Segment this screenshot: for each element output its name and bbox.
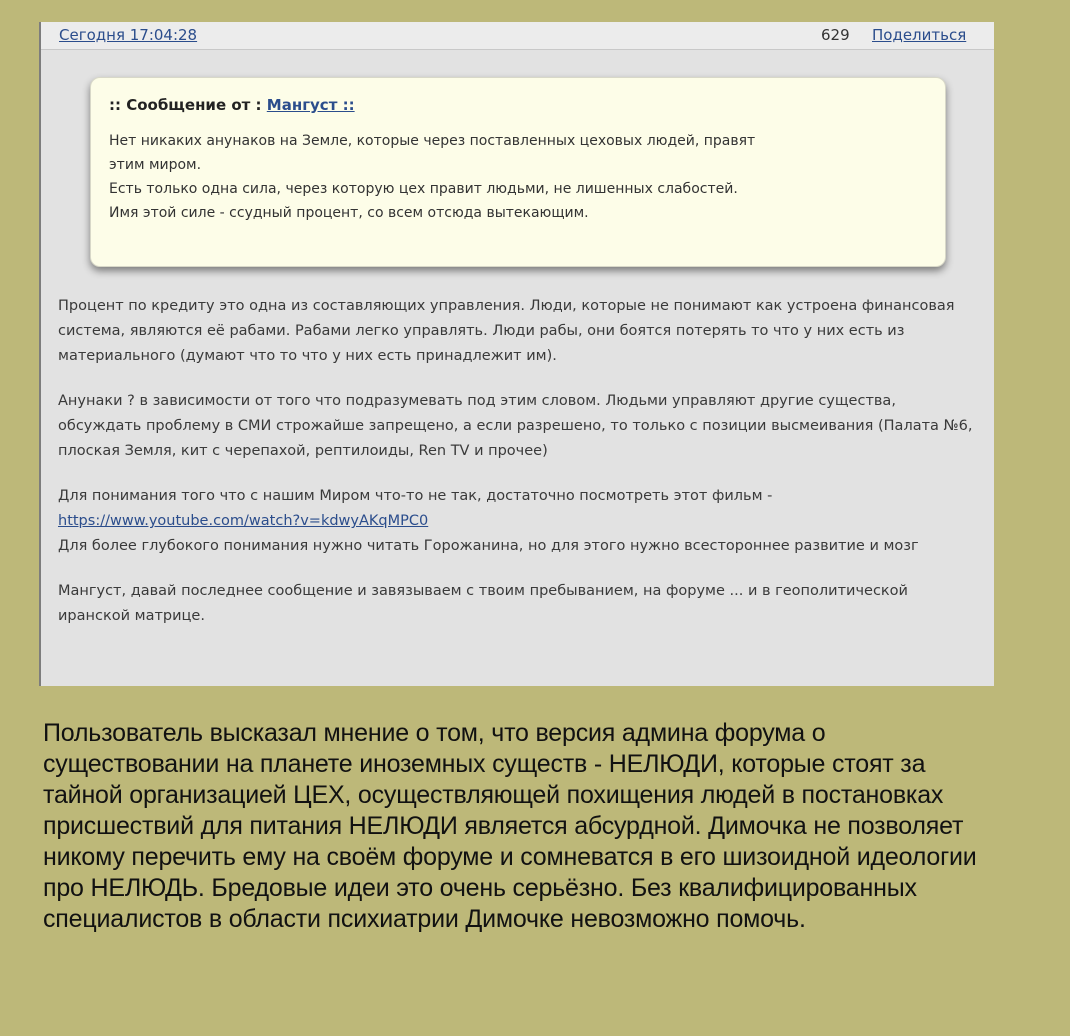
- post-date-link[interactable]: Сегодня 17:04:28: [59, 26, 198, 44]
- forum-post: [39, 22, 994, 686]
- caption-text: Пользователь высказал мнение о том, что версия админа форума о существовании на планете иноземных существ - НЕЛЮДИ, которые стоят за тайной организацией ЦЕХ, осуществляющей похищения людей в постановках присшествий для питания НЕЛЮДИ является абсурдной. Димочка не позволяет никому перечить ему на своём форуме и сомневатся в его шизоидной идеологии про НЕЛЮДЬ. Бредовые идеи это очень серьёзно. Без квалифицированных специалистов в области психиатрии Димочке невозможно помочь.: [43, 719, 977, 933]
- post-number: 629: [821, 26, 850, 44]
- quote-body: [109, 129, 927, 225]
- post-body: [58, 294, 983, 629]
- post-paragraph: Процент по кредиту это одна из составляющих управления. Люди, которые не понимают как устроена финансовая система, являются её рабами. Рабами легко управлять. Люди рабы, они боятся потерять то что у них есть из материального (думают что то что у них есть принадлежит им).: [58, 298, 955, 364]
- quote-box: [90, 77, 946, 267]
- share-link[interactable]: Поделиться: [872, 26, 967, 44]
- post-header: [41, 22, 994, 50]
- quote-line: Имя этой силе - ссудный процент, со всем отсюда вытекающим.: [109, 205, 589, 221]
- post-paragraph: [58, 484, 983, 559]
- quote-author-link[interactable]: Мангуст ::: [266, 96, 355, 114]
- film-text: Для понимания того что с нашим Миром что-то не так, достаточно посмотреть этот фильм -: [58, 488, 773, 504]
- quote-line: Есть только одна сила, через которую цех правит людьми, не лишенных слабостей.: [109, 181, 738, 197]
- quote-line: Нет никаких анунаков на Земле, которые через поставленных цеховых людей, правят: [109, 133, 756, 149]
- film-followup-text: Для более глубокого понимания нужно читать Горожанина, но для этого нужно всестороннее развитие и мозг: [58, 538, 919, 554]
- post-paragraph: Анунаки ? в зависимости от того что подразумевать под этим словом. Людьми управляют другие существа, обсуждать проблему в СМИ строжайше запрещено, а если разрешено, то только с позиции высмеивания (Палата №6, плоская Земля, кит с черепахой, рептилоиды, Ren TV и прочее): [58, 393, 973, 459]
- youtube-link[interactable]: https://www.youtube.com/watch?v=kdwyAKqMPC0: [58, 513, 429, 529]
- post-paragraph: Мангуст, давай последнее сообщение и завязываем с твоим пребыванием, на форуме ... и в геополитической иранской матрице.: [58, 583, 908, 624]
- quote-line: этим миром.: [109, 157, 202, 173]
- quote-title: [109, 95, 927, 115]
- quote-prefix: :: Сообщение от :: [109, 96, 267, 114]
